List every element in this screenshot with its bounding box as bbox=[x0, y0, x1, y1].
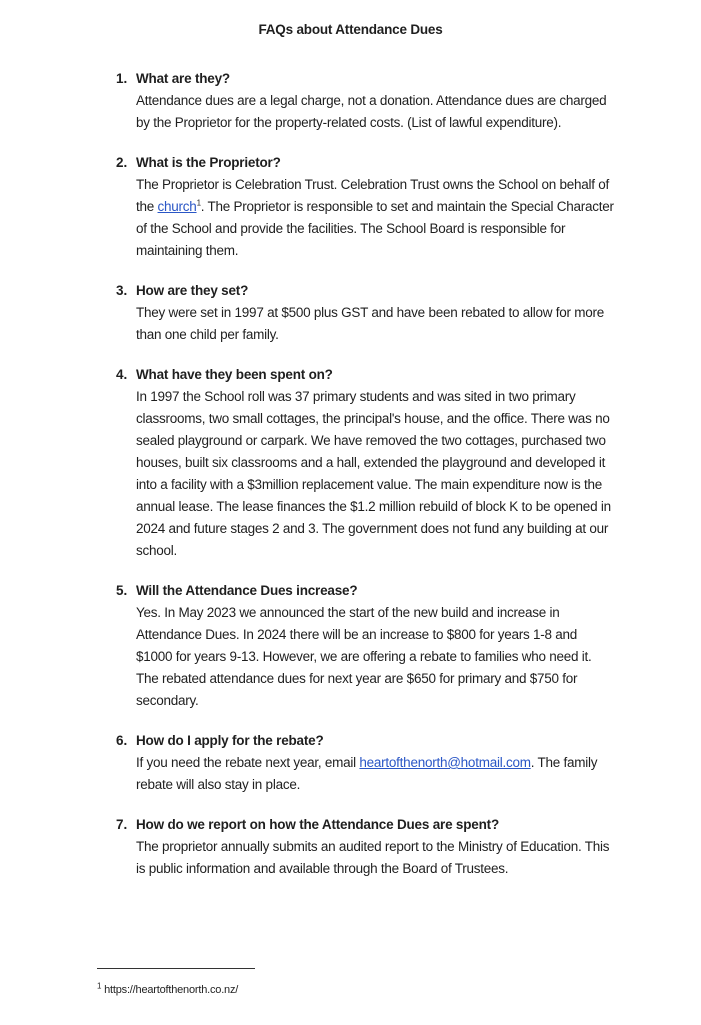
faq-item bbox=[116, 580, 616, 712]
footnote-url[interactable]: https://heartofthenorth.co.nz/ bbox=[101, 984, 239, 996]
faq-answer: They were set in 1997 at $500 plus GST and have been rebated to allow for more than one child per family. bbox=[136, 305, 605, 342]
faq-question: How are they set? bbox=[136, 283, 249, 298]
faq-answer: In 1997 the School roll was 37 primary students and was sited in two primary classrooms, two small cottages, the principal's house, and the office. There was no sealed playground or carpark. We have removed the two cottages, purchased two houses, built six classrooms and a hall, extended the playground and developed it into a facility with a $3million replacement value. The main expenditure now is the annual lease. The lease finances the $1.2 million rebuild of block K to be opened in 2024 and future stages 2 and 3. The government does not fund any building at our school. bbox=[136, 389, 611, 558]
faq-answer-text: . The Proprietor is responsible to set and maintain the Special Character of the School and provide the facilities. The School Board is responsible for maintaining them. bbox=[136, 199, 614, 258]
faq-number: 6. bbox=[116, 733, 128, 748]
faq-answer bbox=[136, 174, 616, 262]
faq-question: How do we report on how the Attendance Dues are spent? bbox=[136, 817, 499, 832]
footnote bbox=[97, 981, 239, 996]
faq-number: 5. bbox=[116, 583, 128, 598]
faq-list bbox=[116, 68, 616, 898]
faq-number: 7. bbox=[116, 817, 128, 832]
faq-question: Will the Attendance Dues increase? bbox=[136, 583, 358, 598]
faq-question: What have they been spent on? bbox=[136, 367, 333, 382]
faq-question: How do I apply for the rebate? bbox=[136, 733, 324, 748]
footnote-divider bbox=[97, 968, 255, 969]
faq-question: What are they? bbox=[136, 71, 230, 86]
faq-answer-text: . The family rebate will also stay in place. bbox=[136, 755, 598, 792]
faq-item bbox=[116, 68, 616, 134]
faq-number: 4. bbox=[116, 367, 128, 382]
church-link[interactable]: church bbox=[157, 199, 197, 214]
faq-answer-text: The Proprietor is Celebration Trust. Celebration Trust owns the School on behalf of the bbox=[136, 177, 610, 214]
faq-answer-text: If you need the rebate next year, email bbox=[136, 755, 360, 770]
faq-answer: Yes. In May 2023 we announced the start of the new build and increase in Attendance Dues. In 2024 there will be an increase to $800 for years 1-8 and $1000 for years 9-13. However, we are offering a rebate to families who need it. The rebated attendance dues for next year are $650 for primary and $750 for secondary. bbox=[136, 605, 592, 708]
footnote-ref: 1 bbox=[196, 198, 201, 208]
faq-number: 3. bbox=[116, 283, 128, 298]
page-title: FAQs about Attendance Dues bbox=[258, 22, 443, 37]
faq-item bbox=[116, 814, 616, 880]
faq-item bbox=[116, 730, 616, 796]
faq-number: 2. bbox=[116, 155, 128, 170]
email-link[interactable]: heartofthenorth@hotmail.com bbox=[359, 755, 531, 770]
faq-item bbox=[116, 364, 616, 562]
faq-item bbox=[116, 280, 616, 346]
faq-answer: The proprietor annually submits an audited report to the Ministry of Education. This is public information and available through the Board of Trustees. bbox=[136, 839, 610, 876]
faq-question: What is the Proprietor? bbox=[136, 155, 281, 170]
faq-item bbox=[116, 152, 616, 262]
faq-number: 1. bbox=[116, 71, 128, 86]
footnote-mark: 1 bbox=[97, 981, 102, 991]
faq-answer: Attendance dues are a legal charge, not a donation. Attendance dues are charged by the Proprietor for the property-related costs. (List of lawful expenditure). bbox=[136, 93, 607, 130]
faq-answer bbox=[136, 752, 616, 796]
